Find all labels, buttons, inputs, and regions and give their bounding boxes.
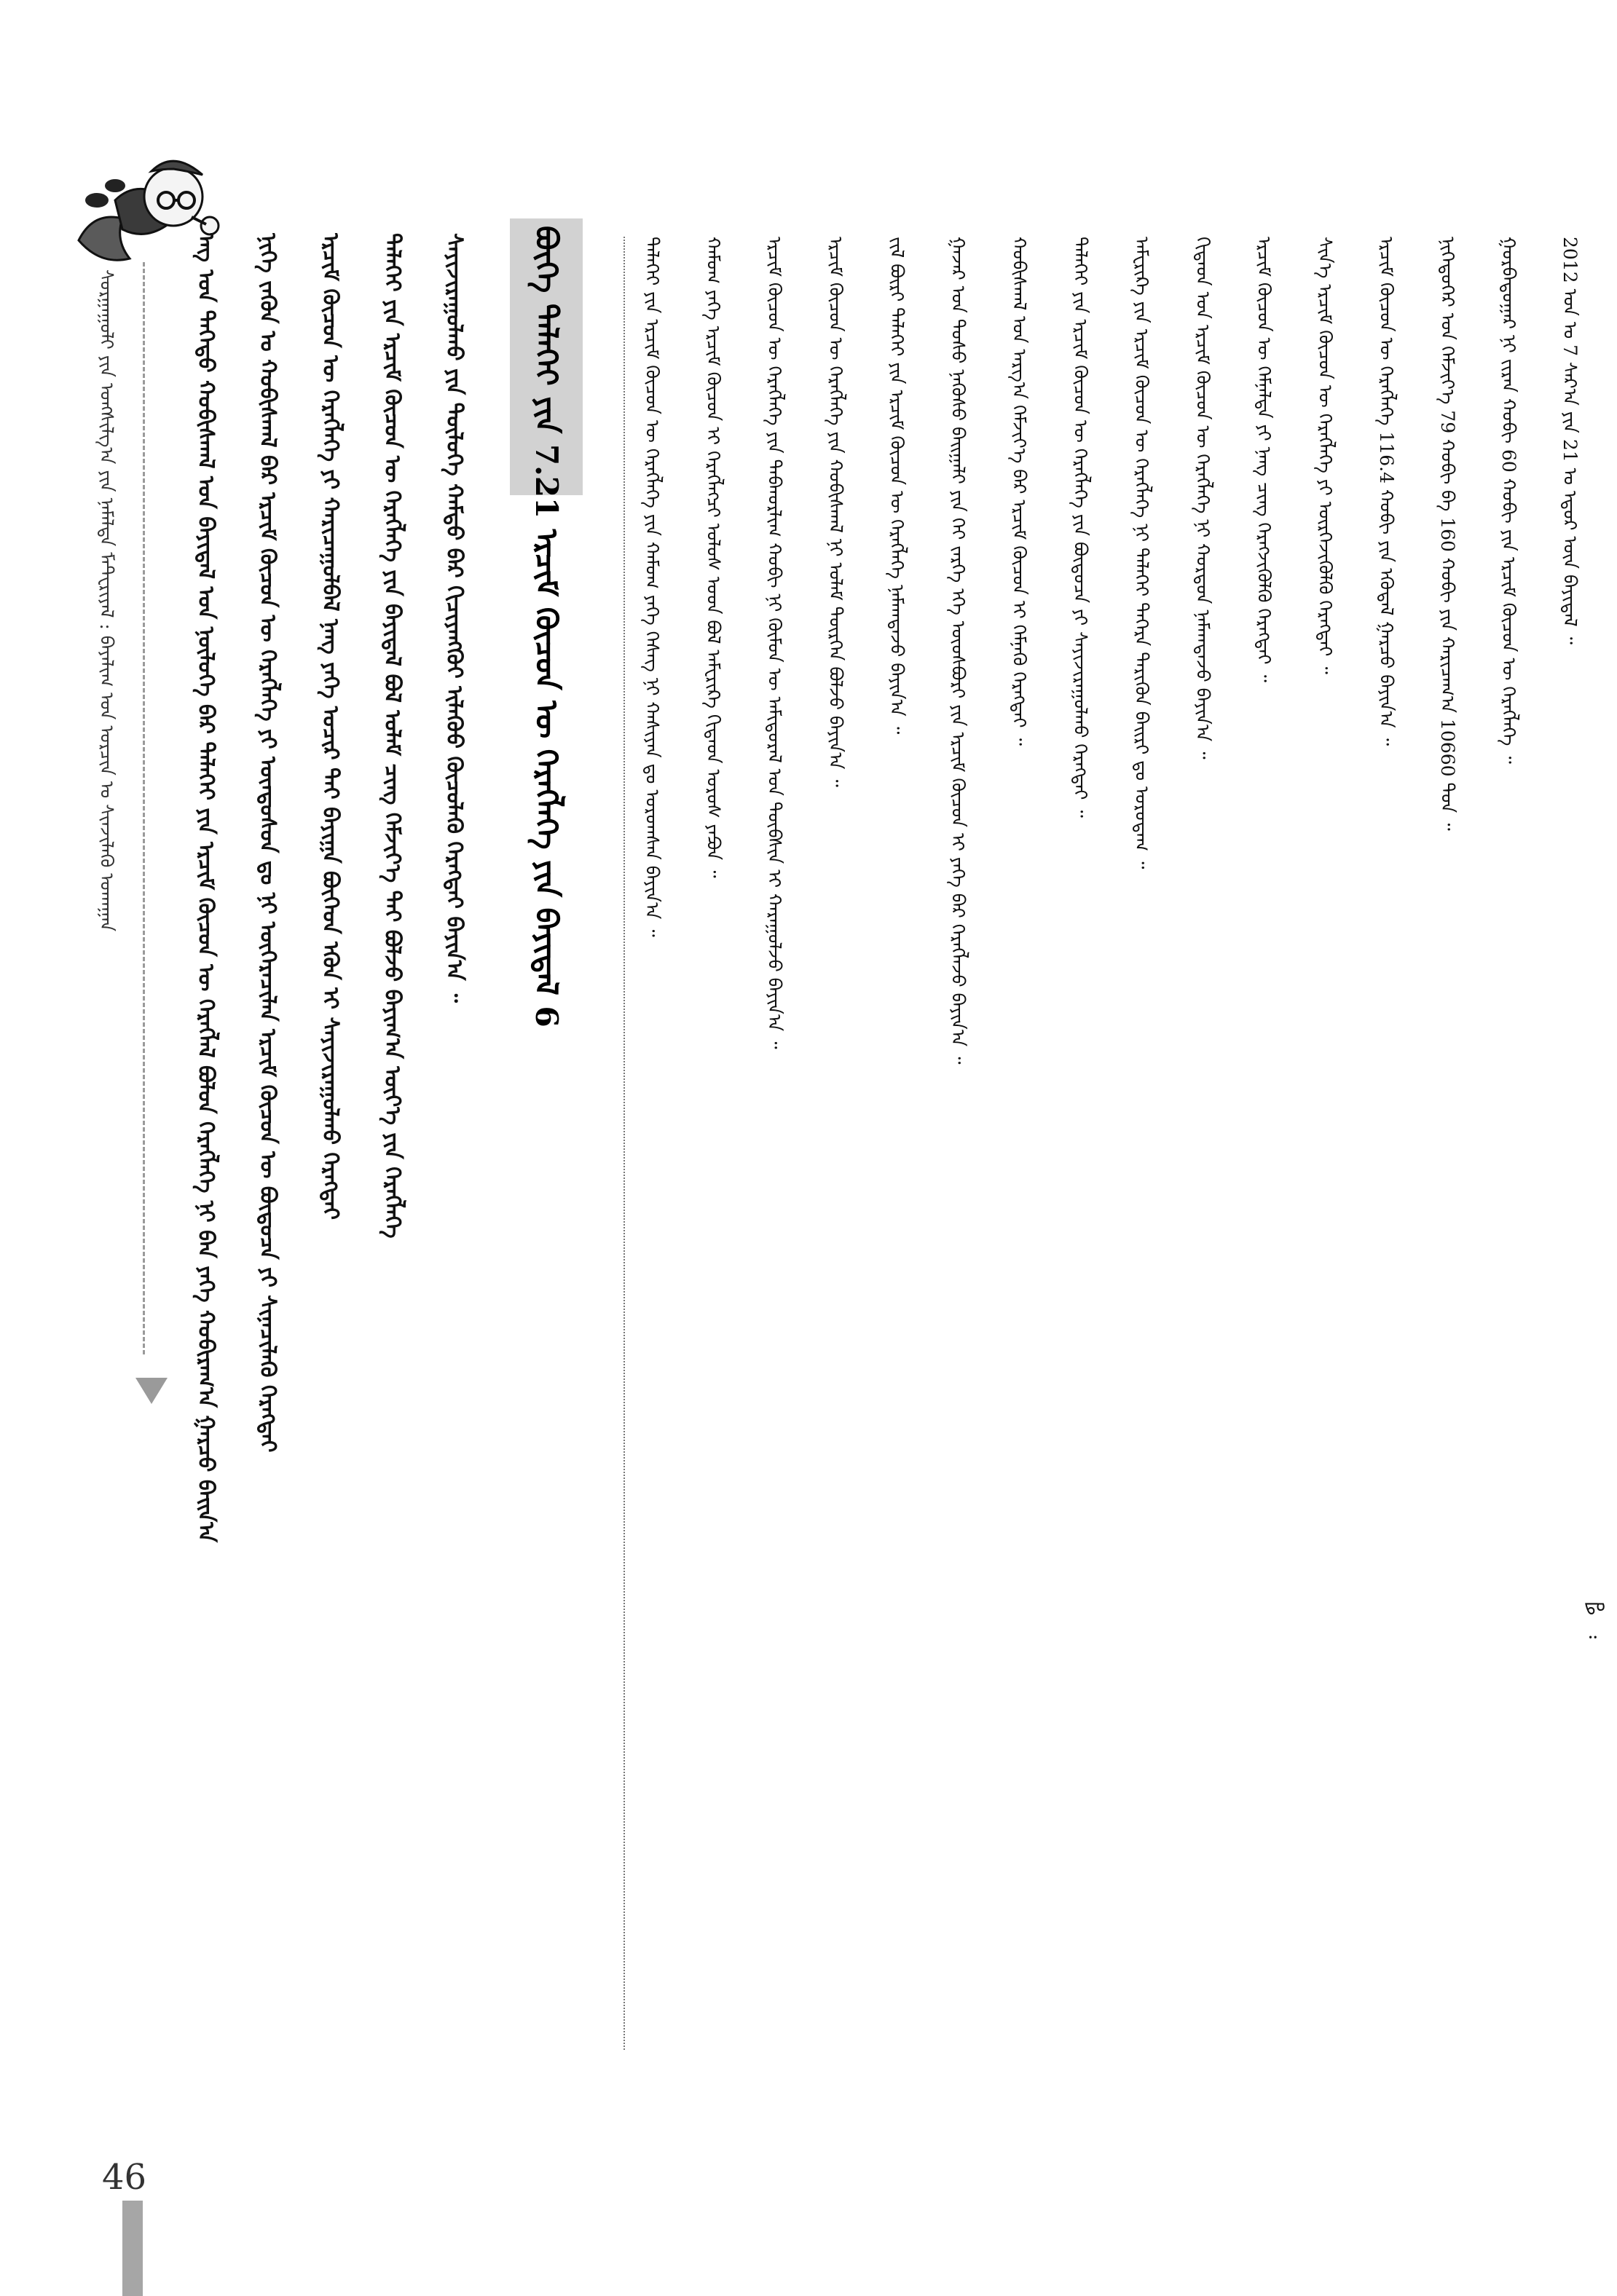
section-title (523, 226, 570, 1682)
body-line-11: ᠡᠷᠴᠢᠮ ᠬᠦᠴᠦᠨ ᠦ ᠬᠡᠮᠨᠡᠯᠲᠡ ᠶᠢ ᠨᠡᠩ ᠴᠢᠩ ᠬᠡᠷᠡᠭᠵᠢᠭᠦᠯᠬᠦ ᠬᠡᠷᠡᠭᠲᠡᠢ ᠃ (1254, 237, 1275, 682)
body-line-4: ᠡᠷᠴᠢᠮ ᠬᠦᠴᠦᠨ ᠦ ᠬᠡᠷᠡᠭᠯᠡᠭᠡ ᠶᠢᠨ ᠬᠤᠪᠢᠰᠬᠠᠯ ᠨᠢ ᠤᠯᠠᠮ ᠲᠦᠷᠭᠡᠨ ᠪᠣᠯᠵᠤ ᠪᠠᠶᠢᠨ᠎ᠠ ᠃ (825, 237, 846, 787)
body-line-3: ᠡᠷᠴᠢᠮ ᠬᠦᠴᠦᠨ ᠦ ᠬᠡᠷᠡᠭᠯᠡᠭᠡ ᠶᠢᠨ ᠳᠠᠪᠬᠤᠷᠯᠢᠭ ᠬᠤᠪᠢ ᠨᠢ ᠬᠦᠮᠦᠨ ᠦ ᠠᠮᠢᠳᠤᠷᠠᠯ ᠤᠨ ᠲᠦᠪᠰᠢᠨ ᠢ ᠬᠠᠷᠠᠭᠤᠯᠵᠤ ᠪᠠᠶᠢᠨ᠎ᠠ ᠃ (764, 237, 785, 1049)
body-line-10: ᠬᠢᠲᠠᠳ ᠤᠨ ᠡᠷᠴᠢᠮ ᠬᠦᠴᠦᠨ ᠦ ᠬᠡᠷᠡᠭᠯᠡᠭᠡ ᠨᠢ ᠬᠤᠷᠳᠤᠨ ᠨᠡᠮᠡᠭ᠍ᠳᠡᠵᠦ ᠪᠠᠶᠢᠨ᠎ᠠ ᠃ (1192, 237, 1213, 760)
body-line-16: 2012 ᠣᠨ ᠤ 7 ᠰᠠᠷ᠎ᠠ ᠶᠢᠨ 21 ᠤ ᠡᠳᠦᠷ ᠦᠨ ᠪᠠᠶᠢᠳᠠᠯ ᠃ (1559, 237, 1581, 644)
intro-line-3: ᠡᠷᠴᠢᠮ ᠬᠦᠴᠦᠨ ᠦ ᠬᠡᠷᠡᠭᠯᠡᠭᠡ ᠶᠢ ᠬᠠᠷᠢᠴᠠᠭᠤᠯᠪᠠᠯ ᠨᠡᠩ ᠶᠡᠬᠡ ᠤᠴᠢᠷ ᠲᠠᠢ ᠪᠠᠶᠢᠭᠠ ᠪᠦᠭᠡᠳ ᠡᠭᠦᠨ ᠢ ᠰᠠᠶᠢᠵᠢᠷᠠᠭᠤᠯᠬᠤ ᠬᠡᠷᠡᠭᠲᠡᠢ (318, 233, 343, 1220)
section-dotted-rule (623, 237, 625, 2050)
intro-line-4: ᠳᠡᠯᠡᠬᠡᠢ ᠶᠢᠨ ᠡᠷᠴᠢᠮ ᠬᠦᠴᠦᠨ ᠦ ᠬᠡᠷᠡᠭᠯᠡᠭᠡ ᠶᠢᠨ ᠪᠠᠶᠢᠳᠠᠯ ᠪᠣᠯ ᠤᠯᠠᠮ ᠴᠢᠩ ᠬᠡᠮᠵᠢᠶ᠎ᠡ ᠲᠠᠢ ᠪᠣᠯᠵᠤ ᠪᠠᠶᠢᠭ᠎ᠠ ᠦᠶ᠎ᠡ ᠶᠢᠨ ᠬᠡᠷᠡᠭᠯᠡᠭᠡ (379, 233, 405, 1239)
triangle-marker-icon (135, 1378, 168, 1404)
body-line-14: ᠨᠢᠭᠡᠳᠦᠭᠡᠷ ᠤᠨ ᠬᠡᠮᠵᠢᠶ᠎ᠡ 79 ᠬᠤᠪᠢ ᠪᠠ 160 ᠬᠤᠪᠢ ᠶᠢᠨ ᠬᠠᠷᠢᠴᠠᠭ᠎ᠠ 10660 ᠲᠤᠨ ᠃ (1437, 237, 1458, 831)
body-line-5: ᠵᠢᠯ ᠪᠦᠷᠢ ᠳᠡᠯᠡᠬᠡᠢ ᠶᠢᠨ ᠡᠷᠴᠢᠮ ᠬᠦᠴᠦᠨ ᠦ ᠬᠡᠷᠡᠭᠯᠡᠭᠡ ᠨᠡᠮᠡᠭ᠍ᠳᠡᠵᠦ ᠪᠠᠶᠢᠨ᠎ᠠ ᠃ (886, 237, 908, 735)
section-number: 6 (529, 1006, 564, 1027)
page-edge-bar (122, 2201, 143, 2296)
body-line-13: ᠡᠷᠴᠢᠮ ᠬᠦᠴᠦᠨ ᠦ ᠬᠡᠷᠡᠭᠯᠡᠭᠡ 116.4 ᠬᠤᠪᠢ ᠶᠢᠨ ᠡᠭᠦᠳᠡᠯ ᠭᠠᠷᠴᠤ ᠪᠠᠶᠢᠨ᠎ᠠ ᠃ (1376, 237, 1397, 746)
body-end-mark: ᠳᠤ ᠃ (1584, 1595, 1605, 1650)
body-line-6: ᠭᠠᠵᠠᠷ ᠤᠨ ᠲᠣᠰᠤ ᠨᠡᠭᠦᠰᠦ ᠪᠠᠢᠭᠠᠯᠢ ᠶᠢᠨ ᠬᠡᠢ ᠵᠡᠷᠭᠡ ᠡᠬᠡ ᠦᠦᠰᠪᠦᠷᠢ ᠶᠢᠨ ᠡᠷᠴᠢᠮ ᠬᠦᠴᠦᠨ ᠢ ᠶᠡᠬᠡ ᠪᠠᠷ ᠬᠡᠷᠡᠭᠯᠡᠵᠦ ᠪᠠᠶᠢᠨ᠎ᠠ ᠃ (948, 237, 969, 1065)
section-title-text: ᠪᠥᠬᠡ ᠳᠡᠯᠡᠬᠡᠢ ᠶᠢᠨ 7.21 ᠡᠷᠴᠢᠮ ᠬᠦᠴᠦᠨ ᠦ ᠬᠡᠷᠡᠭᠯᠡᠭᠡ ᠶᠢᠨ ᠪᠠᠶᠢᠳᠠᠯ (529, 226, 564, 995)
body-line-12: ᠰᠢᠨ᠎ᠡ ᠡᠷᠴᠢᠮ ᠬᠦᠴᠦᠨ ᠦ ᠬᠡᠷᠡᠭᠯᠡᠭᠡ ᠶᠢ ᠥᠷᠭᠡᠵᠢᠭᠦᠯᠬᠦ ᠬᠡᠷᠡᠭᠲᠡᠢ ᠃ (1315, 237, 1336, 674)
body-line-15: ᠭᠤᠷᠪᠠᠳᠤᠭᠠᠷ ᠨᠢ ᠵᠢᠷᠠᠨ ᠬᠤᠪᠢ 60 ᠬᠤᠪᠢ ᠶᠢᠨ ᠡᠷᠴᠢᠮ ᠬᠦᠴᠦᠨ ᠦ ᠬᠡᠷᠡᠭᠯᠡᠭᠡ ᠃ (1498, 237, 1519, 764)
page-number: 46 (102, 2157, 147, 2198)
body-line-1: ᠳᠡᠯᠡᠬᠡᠢ ᠶᠢᠨ ᠡᠷᠴᠢᠮ ᠬᠦᠴᠦᠨ ᠦ ᠬᠡᠷᠡᠭᠯᠡᠭᠡ ᠶᠢᠨ ᠬᠠᠮᠤᠭ ᠶᠡᠬᠡ ᠬᠡᠰᠡᠭ ᠨᠢ ᠬᠠᠰᠢᠶᠠᠨ ᠳᠤ ᠣᠷᠣᠭᠰᠠᠨ ᠪᠠᠶᠢᠨ᠎ᠠ ᠃ (642, 237, 663, 937)
intro-line-1: ᠡᠩ ᠤᠨ ᠳᠡᠭᠡᠳᠦ ᠬᠤᠪᠢᠰᠬᠠᠯ ᠤᠨ ᠪᠠᠶᠢᠳᠠᠯ ᠤᠨ ᠨᠥᠯᠥᠭᠡ ᠪᠠᠷ ᠳᠡᠯᠡᠬᠡᠢ ᠶᠢᠨ ᠡᠷᠴᠢᠮ ᠬᠦᠴᠦᠨ ᠦ ᠭᠡᠷᠡᠭᠯᠡᠯ ᠪᠤᠯᠤᠨ ᠬᠡᠷᠡᠭᠯᠡᠭᠡ ᠨᠢ ᠪᠠᠨ ᠶᠡᠬᠡ ᠬᠤᠪᠢᠷᠠᠭ᠎ᠠ ᠭᠠᠷᠴᠤ ᠪᠠᠢᠨ᠎ᠠ (193, 233, 219, 1543)
body-line-9: ᠠᠮᠸᠷᠢᠺᠠ ᠶᠢᠨ ᠡᠷᠴᠢᠮ ᠬᠦᠴᠦᠨ ᠦ ᠬᠡᠷᠡᠭᠯᠡᠭᠡ ᠨᠢ ᠳᠡᠯᠡᠬᠡᠢ ᠳᠡᠭᠡᠷᠡ ᠲᠡᠷᠢᠭᠦᠨ ᠪᠠᠢᠷᠢ ᠳᠤ ᠣᠷᠣᠳᠠᠭ ᠃ (1131, 237, 1152, 869)
running-header: ᠰᠤᠷᠭᠠᠭᠤᠯᠢ ᠶᠢᠨ ᠤᠩᠰᠢᠯᠭ᠎ᠠ ᠶᠢᠨ ᠨᠡᠮᠡᠯᠲᠡ ᠮᠠᠲ᠋ᠸᠷᠢᠶᠠᠯ : ᠪᠠᠶᠠᠯᠢᠭ ᠤᠨ ᠣᠷᠴᠢᠨ ᠤ ᠰᠢᠨᠵᠢᠯᠡᠬᠦ ᠤᠬᠠᠭᠠᠨ (96, 269, 117, 932)
body-line-8: ᠳᠡᠯᠡᠬᠡᠢ ᠶᠢᠨ ᠡᠷᠴᠢᠮ ᠬᠦᠴᠦᠨ ᠦ ᠬᠡᠷᠡᠭᠯᠡᠭᠡ ᠶᠢᠨ ᠪᠦᠲᠦᠴᠡ ᠶᠢ ᠰᠠᠶᠢᠵᠢᠷᠠᠭᠤᠯᠬᠤ ᠬᠡᠷᠡᠭᠲᠡᠢ ᠃ (1070, 237, 1091, 818)
header-divider (143, 262, 145, 1354)
body-line-2: ᠬᠠᠮᠤᠭ ᠶᠡᠬᠡ ᠡᠷᠴᠢᠮ ᠬᠦᠴᠦᠨ ᠢ ᠬᠡᠷᠡᠭᠯᠡᠭᠴᠢ ᠤᠯᠤᠰ ᠤᠳ ᠪᠣᠯ ᠠᠮᠸᠷᠢᠺᠠ ᠬᠢᠲᠠᠳ ᠣᠷᠣᠰ ᠶᠠᠫᠣᠨ ᠃ (703, 237, 724, 878)
body-line-7: ᠬᠤᠪᠢᠰᠬᠠᠯ ᠤᠨ ᠠᠷᠭ᠎ᠠ ᠬᠡᠮᠵᠢᠶ᠎ᠡ ᠪᠠᠷ ᠡᠷᠴᠢᠮ ᠬᠦᠴᠦᠨ ᠢ ᠬᠡᠮᠨᠡᠬᠦ ᠬᠡᠷᠡᠭᠲᠡᠢ ᠃ (1009, 237, 1030, 746)
intro-line-2: ᠨᠢᠭᠡ ᠵᠡᠭᠦᠨ ᠤ ᠬᠤᠪᠢᠰᠬᠠᠯ ᠪᠠᠷ ᠡᠷᠴᠢᠮ ᠬᠦᠴᠦᠨ ᠦ ᠬᠡᠷᠡᠭᠯᠡᠭᠡ ᠶᠢ ᠦᠨᠳᠦᠰᠦᠨ ᠳᠤ ᠨᠢ ᠥᠭᠡᠷᠡᠴᠢᠯᠡᠨ ᠡᠷᠴᠢᠮ ᠬᠦᠴᠦᠨ ᠦ ᠪᠦᠲᠦᠴᠡ ᠶᠢ ᠰᠢᠨᠡᠴᠢᠯᠡᠬᠦ ᠬᠡᠷᠡᠭᠲᠡᠢ (255, 233, 280, 1453)
intro-line-5: ᠰᠠᠶᠢᠵᠢᠷᠠᠭᠤᠯᠬᠤ ᠶᠢᠨ ᠲᠥᠯᠥᠭᠡ ᠬᠠᠮᠲᠤ ᠪᠡᠷ ᠬᠢᠴᠢᠶᠡᠩᠭᠦᠢ ᠢᠯᠡᠭᠦᠦ ᠬᠦᠴᠦᠯᠡᠬᠦ ᠬᠡᠷᠡᠭᠲᠡᠢ ᠪᠠᠶᠢᠨ᠎ᠠ ᠃ (441, 233, 467, 1003)
